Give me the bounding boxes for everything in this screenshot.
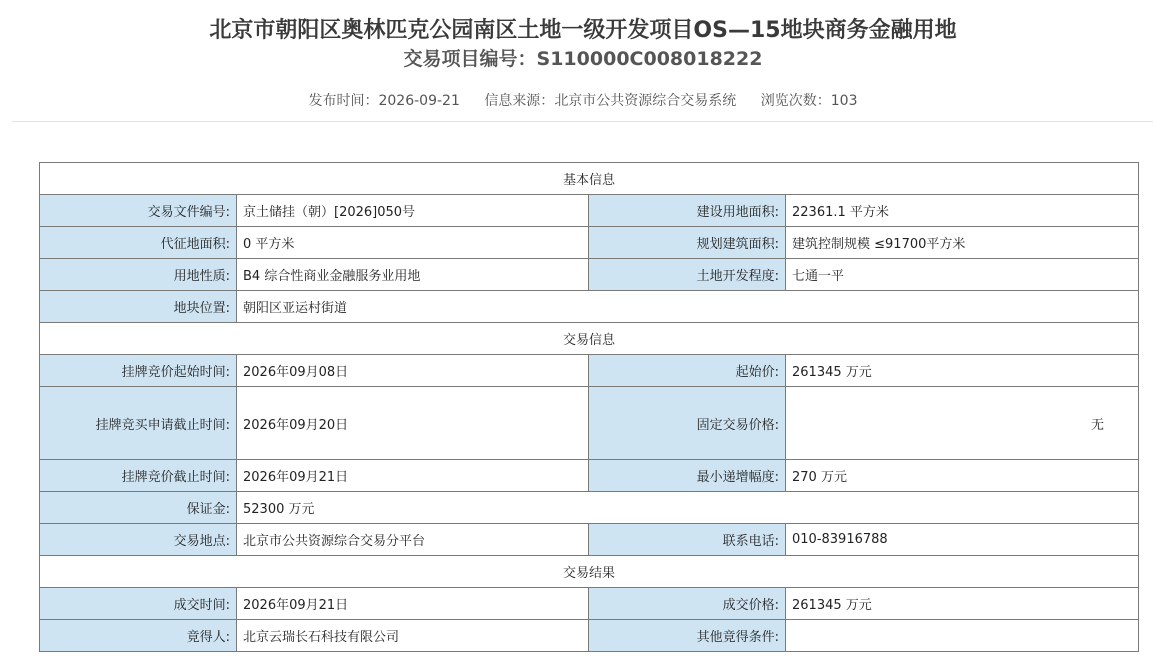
project-number bbox=[0, 45, 1166, 73]
info-source bbox=[484, 93, 736, 109]
table-row bbox=[40, 588, 1139, 620]
deposit-label: 保证金: bbox=[40, 492, 237, 524]
meta-info bbox=[0, 91, 1166, 111]
table-row bbox=[40, 492, 1139, 524]
fixed-price-label: 固定交易价格: bbox=[589, 387, 786, 460]
deal-price-value: 261345 万元 bbox=[786, 588, 1139, 620]
land-use-value: B4 综合性商业金融服务业用地 bbox=[237, 259, 589, 291]
publish-time-value: 2026-09-21 bbox=[378, 93, 460, 109]
location-value: 朝阳区亚运村街道 bbox=[237, 291, 1139, 323]
page-header bbox=[0, 0, 1170, 122]
table-row bbox=[40, 259, 1139, 291]
table-row bbox=[40, 355, 1139, 387]
fixed-price-value: 无 bbox=[786, 387, 1139, 460]
deal-time-label: 成交时间: bbox=[40, 588, 237, 620]
land-use-label: 用地性质: bbox=[40, 259, 237, 291]
start-time-value: 2026年09月08日 bbox=[237, 355, 589, 387]
info-source-label: 信息来源： bbox=[484, 93, 555, 109]
planned-area-value: 建筑控制规模 ≤91700平方米 bbox=[786, 227, 1139, 259]
venue-value: 北京市公共资源综合交易分平台 bbox=[237, 524, 589, 556]
table-row bbox=[40, 227, 1139, 259]
publish-time-label: 发布时间： bbox=[308, 93, 379, 109]
dev-level-value: 七通一平 bbox=[786, 259, 1139, 291]
acquired-area-label: 代征地面积: bbox=[40, 227, 237, 259]
project-number-value: S110000C008018222 bbox=[536, 48, 763, 70]
acquired-area-value: 0 平方米 bbox=[237, 227, 589, 259]
deposit-value: 52300 万元 bbox=[237, 492, 1139, 524]
doc-no-label: 交易文件编号: bbox=[40, 195, 237, 227]
other-conditions-label: 其他竟得条件: bbox=[589, 620, 786, 652]
venue-label: 交易地点: bbox=[40, 524, 237, 556]
section-row bbox=[40, 556, 1139, 588]
phone-label: 联系电话: bbox=[589, 524, 786, 556]
deal-time-value: 2026年09月21日 bbox=[237, 588, 589, 620]
view-count bbox=[761, 93, 858, 109]
min-increment-value: 270 万元 bbox=[786, 460, 1139, 492]
bid-deadline-label: 挂牌竞价截止时间: bbox=[40, 460, 237, 492]
section-trade-info: 交易信息 bbox=[40, 323, 1139, 355]
land-area-value: 22361.1 平方米 bbox=[786, 195, 1139, 227]
land-area-label: 建设用地面积: bbox=[589, 195, 786, 227]
winner-value: 北京云瑞长石科技有限公司 bbox=[237, 620, 589, 652]
publish-time bbox=[308, 93, 459, 109]
project-number-label: 交易项目编号： bbox=[403, 48, 537, 70]
header-divider bbox=[12, 121, 1153, 122]
winner-label: 竟得人: bbox=[40, 620, 237, 652]
doc-no-value: 京土储挂（朝）[2026]050号 bbox=[237, 195, 589, 227]
bid-deadline-value: 2026年09月21日 bbox=[237, 460, 589, 492]
deal-price-label: 成交价格: bbox=[589, 588, 786, 620]
view-count-label: 浏览次数： bbox=[760, 93, 831, 109]
phone-value: 010-83916788 bbox=[786, 524, 1139, 556]
min-increment-label: 最小递增幅度: bbox=[589, 460, 786, 492]
apply-deadline-label: 挂牌竞买申请截止时间: bbox=[40, 387, 237, 460]
table-row bbox=[40, 524, 1139, 556]
view-count-value: 103 bbox=[830, 93, 858, 109]
planned-area-label: 规划建筑面积: bbox=[589, 227, 786, 259]
other-conditions-value bbox=[786, 620, 1139, 652]
section-trade-result: 交易结果 bbox=[40, 556, 1139, 588]
table-row bbox=[40, 195, 1139, 227]
start-time-label: 挂牌竞价起始时间: bbox=[40, 355, 237, 387]
table-row bbox=[40, 620, 1139, 652]
section-basic-info: 基本信息 bbox=[40, 163, 1139, 195]
apply-deadline-value: 2026年09月20日 bbox=[237, 387, 589, 460]
info-source-value: 北京市公共资源综合交易系统 bbox=[554, 93, 737, 109]
dev-level-label: 土地开发程度: bbox=[589, 259, 786, 291]
table-row bbox=[40, 387, 1139, 460]
section-row bbox=[40, 323, 1139, 355]
table-row bbox=[40, 291, 1139, 323]
section-row bbox=[40, 163, 1139, 195]
start-price-value: 261345 万元 bbox=[786, 355, 1139, 387]
table-row bbox=[40, 460, 1139, 492]
start-price-label: 起始价: bbox=[589, 355, 786, 387]
location-label: 地块位置: bbox=[40, 291, 237, 323]
page-title: 北京市朝阳区奥林匹克公园南区土地一级开发项目OS—15地块商务金融用地 bbox=[209, 18, 957, 43]
land-info-table bbox=[39, 162, 1139, 652]
